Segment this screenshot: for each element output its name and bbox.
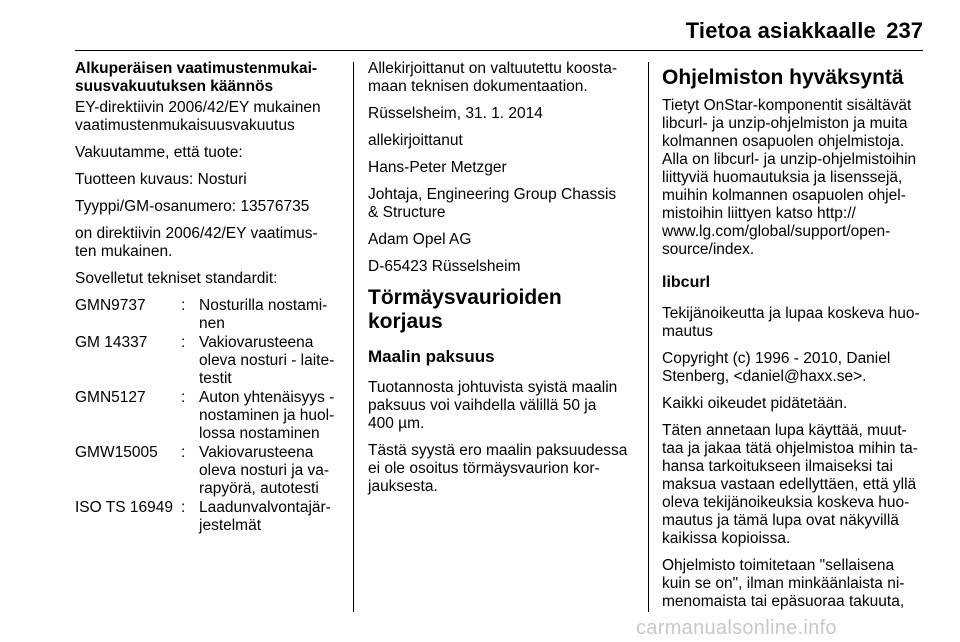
standard-code: GMN9737 — [75, 297, 146, 314]
standard-code: GM 14337 — [75, 334, 148, 351]
paragraph: Vakuutamme, että tuote: — [75, 144, 243, 161]
paragraph: Kaikki oikeudet pidätetään. — [662, 395, 848, 412]
paragraph: Tuotteen kuvaus: Nosturi — [75, 171, 247, 188]
standard-row — [75, 334, 345, 388]
paragraph: Tuotannosta johtuvista syistä maalin paksuus voi vaihdella välillä 50 ja 400 µm. — [368, 379, 618, 432]
standard-separator: : — [181, 499, 186, 516]
paragraph: Johtaja, Engineering Group Chassis & Structure — [368, 186, 617, 221]
paragraph: Adam Opel AG — [368, 231, 472, 248]
section-heading: Ohjelmiston hyväksyntä — [662, 66, 904, 89]
section-subheading: Maalin paksuus — [368, 347, 495, 366]
standard-description-cell — [197, 499, 345, 535]
standard-separator: : — [181, 297, 186, 314]
paragraph: Hans-Peter Metzger — [368, 159, 507, 176]
standard-separator: : — [181, 334, 186, 351]
standard-separator: : — [181, 389, 186, 406]
page-title: Tietoa asiakkaalle — [685, 18, 876, 43]
standard-row — [75, 297, 345, 333]
standard-description: Nosturilla nostami- nen — [199, 297, 328, 332]
declaration-subheading: Alkuperäisen vaatimustenmukai- suusvakuutuksen käännös — [75, 60, 318, 95]
standard-separator: : — [181, 444, 186, 461]
standard-description: Auton yhtenäisyys - nostaminen ja huol- lossa nostaminen — [199, 389, 335, 442]
page-header — [0, 0, 960, 52]
page-number: 237 — [886, 18, 923, 43]
standard-description: Vakiovarusteena oleva nosturi - laite- testit — [199, 334, 335, 387]
paragraph: Ohjelmisto toimitetaan "sellaisena kuin se on", ilman minkäänlaista ni- menomaista tai epäsuoraa takuuta, — [662, 557, 905, 610]
standard-row — [75, 389, 345, 443]
column-right — [662, 60, 927, 620]
standard-code: GMN5127 — [75, 389, 146, 406]
paragraph: Sovelletut tekniset standardit: — [75, 270, 278, 287]
section-subheading: libcurl — [662, 274, 711, 291]
paragraph: EY-direktiivin 2006/42/EY mukainen vaatimustenmukaisuusvakuutus — [75, 99, 321, 134]
column-left — [75, 60, 345, 536]
standard-description-cell — [197, 334, 345, 388]
section-heading: Törmäysvaurioiden korjaus — [368, 286, 562, 333]
paragraph: Rüsselsheim, 31. 1. 2014 — [368, 105, 543, 122]
column-divider-1 — [353, 62, 354, 612]
paragraph: D-65423 Rüsselsheim — [368, 258, 521, 275]
column-middle — [368, 60, 636, 505]
standard-code: ISO TS 16949 — [75, 499, 173, 516]
paragraph: Copyright (c) 1996 - 2010, Daniel Stenberg, <daniel@haxx.se>. — [662, 350, 891, 385]
column-divider-2 — [648, 62, 649, 612]
header-divider — [75, 50, 923, 51]
paragraph: Allekirjoittanut on valtuutettu koosta- maan teknisen dokumentaation. — [368, 60, 617, 95]
paragraph: Tietyt OnStar-komponentit sisältävät libcurl- ja unzip-ohjelmiston ja muita kolmannen osapuolen ohjelmistoja. Alla on libcurl- ja unzip-ohjelmistoihin liittyviä huomautuksia ja lisenssejä, muihin kolmannen osapuolen ohjel- mistoihin liittyen katso http:// www.lg.com/global/support/open- source/index. — [662, 97, 917, 258]
standard-row — [75, 499, 345, 535]
standard-row — [75, 444, 345, 498]
standard-description: Laadunvalvontajär- jestelmät — [199, 499, 331, 534]
standard-description-cell — [197, 444, 345, 498]
standard-description: Vakiovarusteena oleva nosturi ja va- rapyörä, autotesti — [199, 444, 330, 497]
standard-description-cell — [197, 297, 345, 333]
paragraph: on direktiivin 2006/42/EY vaatimus- ten mukainen. — [75, 225, 318, 260]
standard-code: GMW15005 — [75, 444, 158, 461]
paragraph: allekirjoittanut — [368, 132, 463, 149]
paragraph: Täten annetaan lupa käyttää, muut- taa ja jakaa tätä ohjelmistoa mihin ta- hansa tarkoitukseen ilmaiseksi tai maksua vastaan edellyttäen, että yllä oleva tekijänoikeuksia koskeva huo- mautus ja tämä lupa ovat näkyvillä kaikissa kopioissa. — [662, 422, 918, 547]
standard-description-cell — [197, 389, 345, 443]
paragraph: Tyyppi/GM-osanumero: 13576735 — [75, 198, 310, 215]
watermark: carmanualsonline.info — [636, 617, 837, 639]
paragraph: Tekijänoikeutta ja lupaa koskeva huo- mautus — [662, 305, 920, 340]
standards-list — [75, 297, 345, 535]
paragraph: Tästä syystä ero maalin paksuudessa ei ole osoitus törmäysvaurion kor- jauksesta. — [368, 442, 628, 495]
